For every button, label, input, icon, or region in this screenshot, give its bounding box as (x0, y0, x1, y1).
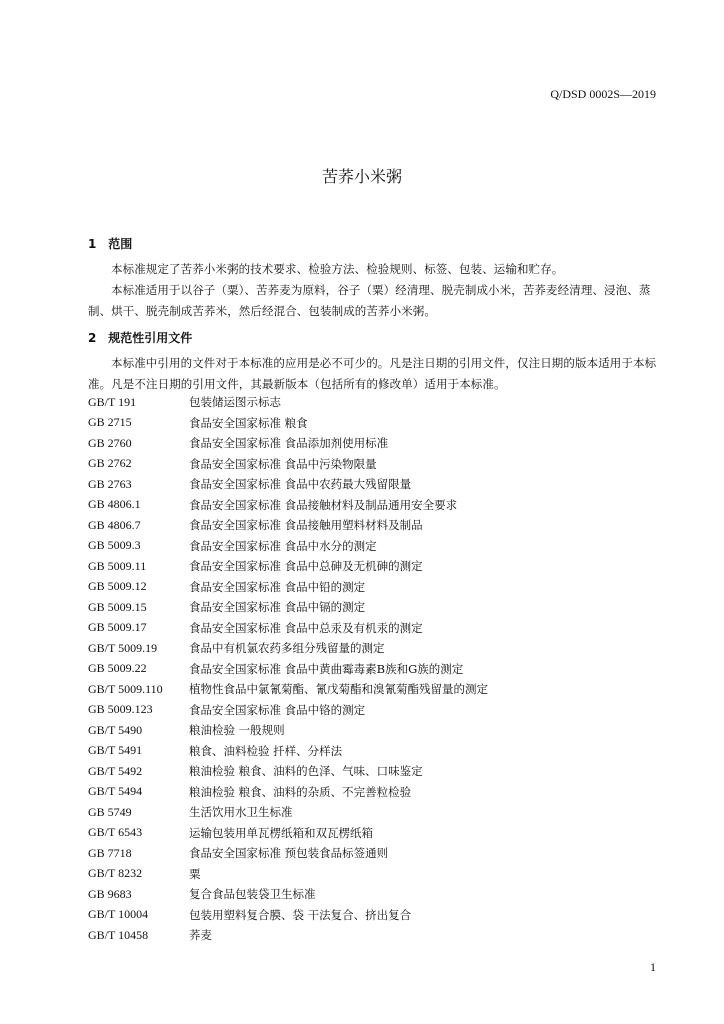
reference-title: 食品安全国家标准 食品中总砷及无机砷的测定 (189, 559, 423, 574)
reference-title: 食品安全国家标准 食品中铅的测定 (189, 579, 366, 594)
reference-code: GB/T 191 (88, 394, 137, 409)
reference-title: 粮食、油料检验 扦样、分样法 (189, 743, 343, 758)
reference-code: GB 5009.12 (88, 579, 147, 594)
reference-code: GB/T 5494 (88, 784, 143, 799)
reference-title: 植物性食品中氯氰菊酯、氰戊菊酯和溴氰菊酯残留量的测定 (189, 682, 488, 697)
reference-title: 食品安全国家标准 食品中污染物限量 (189, 456, 377, 471)
standard-code: Q/DSD 0002S—2019 (550, 87, 656, 101)
reference-row (88, 515, 660, 536)
reference-code: GB 9683 (88, 886, 132, 901)
reference-title: 荞麦 (189, 928, 212, 943)
reference-code: GB/T 5491 (88, 743, 143, 758)
reference-row (88, 679, 660, 700)
reference-code: GB 5009.123 (88, 702, 153, 717)
reference-row (88, 741, 660, 762)
reference-row (88, 433, 660, 454)
reference-row (88, 884, 660, 905)
reference-code: GB 4806.7 (88, 517, 141, 532)
reference-row (88, 925, 660, 946)
reference-code: GB/T 6543 (88, 825, 143, 840)
reference-code: GB 2715 (88, 415, 132, 430)
reference-row (88, 782, 660, 803)
section-1-paragraph-1: 本标准规定了苦荞小米粥的技术要求、检验方法、检验规则、标签、包装、运输和贮存。 (111, 262, 564, 276)
reference-title: 食品安全国家标准 食品接触用塑料材料及制品 (189, 518, 423, 533)
reference-title: 粮油检验 粮食、油料的色泽、气味、口味鉴定 (189, 764, 423, 779)
reference-row (88, 843, 660, 864)
section-2-intro: 本标准中引用的文件对于本标准的应用是必不可少的。凡是注日期的引用文件，仅注日期的版本适用于本标准。凡是不注日期的引用文件，其最新版本（包括所有的修改单）适用于本标准。 (88, 356, 657, 391)
reference-code: GB/T 5490 (88, 722, 143, 737)
reference-code: GB/T 5009.110 (88, 681, 163, 696)
reference-title: 食品安全国家标准 食品接触材料及制品通用安全要求 (189, 497, 458, 512)
reference-title: 粟 (189, 866, 201, 881)
reference-title: 食品安全国家标准 食品添加剂使用标准 (189, 436, 389, 451)
section-2-title: 规范性引用文件 (108, 331, 193, 345)
section-2-number: 2 (88, 331, 97, 345)
reference-row (88, 659, 660, 680)
reference-row (88, 536, 660, 557)
reference-code: GB 2760 (88, 435, 132, 450)
reference-row (88, 474, 660, 495)
reference-title: 食品安全国家标准 食品中黄曲霉毒素B族和G族的测定 (189, 661, 464, 676)
section-1-heading (88, 235, 132, 252)
reference-title: 运输包装用单瓦楞纸箱和双瓦楞纸箱 (189, 825, 373, 840)
section-1-paragraph-2: 本标准适用于以谷子（粟）、苦荞麦为原料，谷子（粟）经清理、脱壳制成小米，苦荞麦经清理、浸泡、蒸制、烘干、脱壳制成苦荞米，然后经混合、包装制成的苦荞小米粥。 (88, 283, 651, 318)
page-number: 1 (650, 960, 656, 974)
reference-code: GB 2762 (88, 456, 132, 471)
reference-title: 食品安全国家标准 食品中铬的测定 (189, 702, 366, 717)
section-1-number: 1 (88, 237, 97, 251)
reference-code: GB 5009.22 (88, 661, 147, 676)
reference-code: GB 5009.15 (88, 599, 147, 614)
reference-code: GB 2763 (88, 476, 132, 491)
reference-title: 食品安全国家标准 粮食 (189, 415, 308, 430)
reference-row (88, 495, 660, 516)
reference-code: GB/T 10004 (88, 907, 149, 922)
reference-title: 食品中有机氯农药多组分残留量的测定 (189, 641, 385, 656)
reference-code: GB/T 8232 (88, 866, 143, 881)
reference-row (88, 905, 660, 926)
reference-row (88, 454, 660, 475)
reference-title: 粮油检验 一般规则 (189, 723, 285, 738)
reference-title: 食品安全国家标准 食品中水分的测定 (189, 538, 377, 553)
reference-title: 生活饮用水卫生标准 (189, 805, 293, 820)
reference-row (88, 638, 660, 659)
reference-row (88, 802, 660, 823)
reference-title: 包装储运图示标志 (189, 395, 281, 410)
section-2-heading (88, 329, 192, 346)
reference-row (88, 700, 660, 721)
reference-title: 食品安全国家标准 食品中镉的测定 (189, 600, 366, 615)
reference-code: GB/T 10458 (88, 927, 149, 942)
section-1-title: 范围 (108, 237, 133, 251)
reference-code: GB 4806.1 (88, 497, 141, 512)
reference-title: 食品安全国家标准 食品中总汞及有机汞的测定 (189, 620, 423, 635)
reference-code: GB 5749 (88, 804, 132, 819)
reference-row (88, 413, 660, 434)
reference-row (88, 864, 660, 885)
reference-code: GB 5009.11 (88, 558, 147, 573)
reference-title: 食品安全国家标准 预包装食品标签通则 (189, 846, 389, 861)
reference-title: 包装用塑料复合膜、袋 干法复合、挤出复合 (189, 907, 412, 922)
reference-title: 粮油检验 粮食、油料的杂质、不完善粒检验 (189, 784, 412, 799)
reference-code: GB/T 5492 (88, 763, 143, 778)
reference-title: 复合食品包装袋卫生标准 (189, 887, 316, 902)
reference-row (88, 392, 660, 413)
reference-row (88, 577, 660, 598)
reference-row (88, 597, 660, 618)
reference-row (88, 556, 660, 577)
reference-code: GB 5009.17 (88, 620, 147, 635)
reference-title: 食品安全国家标准 食品中农药最大残留限量 (189, 477, 412, 492)
reference-row (88, 823, 660, 844)
reference-row (88, 720, 660, 741)
reference-code: GB/T 5009.19 (88, 640, 158, 655)
document-title: 苦荞小米粥 (321, 167, 402, 186)
reference-list (88, 392, 660, 946)
reference-code: GB 7718 (88, 845, 132, 860)
reference-row (88, 761, 660, 782)
reference-row (88, 618, 660, 639)
reference-code: GB 5009.3 (88, 538, 141, 553)
